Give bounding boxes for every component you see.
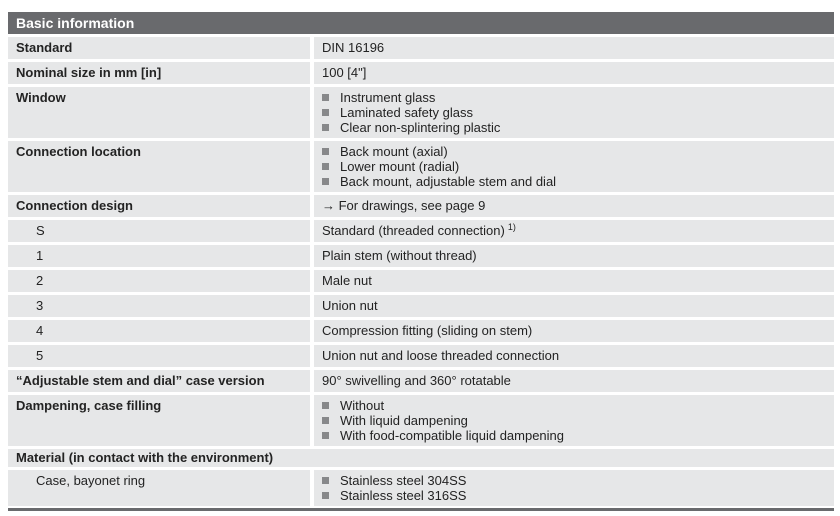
row-value	[314, 320, 834, 342]
row-label: Connection design	[8, 195, 310, 217]
spec-row-connection-location	[8, 141, 834, 192]
bullet-text: Stainless steel 304SS	[340, 473, 467, 488]
row-value	[314, 295, 834, 317]
row-label: Window	[8, 87, 310, 138]
bullet-text: Instrument glass	[340, 90, 436, 105]
bullet-item	[322, 473, 826, 488]
value-text: DIN 16196	[322, 40, 385, 55]
row-value	[314, 345, 834, 367]
row-label: “Adjustable stem and dial” case version	[8, 370, 310, 392]
bullet-square-icon	[322, 148, 329, 155]
row-value	[314, 245, 834, 267]
bullet-square-icon	[322, 432, 329, 439]
bullet-text: Stainless steel 316SS	[340, 488, 467, 503]
row-label: 5	[8, 345, 310, 367]
row-value	[314, 195, 834, 217]
bullet-text: Back mount (axial)	[340, 144, 448, 159]
spec-row-standard	[8, 37, 834, 59]
spec-row-1	[8, 245, 834, 267]
spec-row-2	[8, 270, 834, 292]
bullet-item	[322, 398, 826, 413]
bullet-square-icon	[322, 94, 329, 101]
bullet-item	[322, 428, 826, 443]
spec-row-case-bayonet-ring	[8, 470, 834, 506]
row-label: 2	[8, 270, 310, 292]
table-rows	[8, 37, 834, 506]
row-value	[314, 370, 834, 392]
row-label: Standard	[8, 37, 310, 59]
value-text: Union nut	[322, 298, 378, 313]
row-label: Material (in contact with the environment)	[8, 449, 834, 467]
value-text: → For drawings, see page 9	[322, 198, 486, 213]
bullet-square-icon	[322, 402, 329, 409]
bullet-text: With food-compatible liquid dampening	[340, 428, 565, 443]
spec-row-nominal-size-in-mm-in	[8, 62, 834, 84]
spec-row-dampening-case-filling	[8, 395, 834, 446]
spec-row-3	[8, 295, 834, 317]
bullet-square-icon	[322, 492, 329, 499]
bullet-square-icon	[322, 417, 329, 424]
bullet-item	[322, 120, 826, 135]
bullet-text: Without	[340, 398, 385, 413]
spec-row-connection-design	[8, 195, 834, 217]
bullet-item	[322, 159, 826, 174]
spec-row-5	[8, 345, 834, 367]
row-label: 3	[8, 295, 310, 317]
spec-row-window	[8, 87, 834, 138]
spec-row-s	[8, 220, 834, 242]
row-value	[314, 220, 834, 242]
row-label: 1	[8, 245, 310, 267]
basic-information-table	[8, 12, 834, 511]
value-text: Compression fitting (sliding on stem)	[322, 323, 533, 338]
row-value	[314, 470, 834, 506]
row-label: S	[8, 220, 310, 242]
row-value	[314, 270, 834, 292]
value-text: Plain stem (without thread)	[322, 248, 477, 263]
value-text: 100 [4"]	[322, 65, 367, 80]
table-title: Basic information	[16, 15, 135, 31]
value-text: Union nut and loose threaded connection	[322, 348, 560, 363]
bullet-text: Laminated safety glass	[340, 105, 473, 120]
bullet-text: Back mount, adjustable stem and dial	[340, 174, 557, 189]
row-label: 4	[8, 320, 310, 342]
row-value	[314, 62, 834, 84]
bullet-text: Lower mount (radial)	[340, 159, 460, 174]
bullet-item	[322, 105, 826, 120]
row-value	[314, 141, 834, 192]
row-value	[314, 395, 834, 446]
bullet-item	[322, 144, 826, 159]
spec-row-4	[8, 320, 834, 342]
row-label: Case, bayonet ring	[8, 470, 310, 506]
bullet-item	[322, 488, 826, 503]
bullet-item	[322, 90, 826, 105]
value-text: Standard (threaded connection)	[322, 223, 505, 238]
section-row-material-in-contact-with-the-environment	[8, 449, 834, 467]
row-label: Nominal size in mm [in]	[8, 62, 310, 84]
bullet-text: Clear non-splintering plastic	[340, 120, 501, 135]
bullet-square-icon	[322, 124, 329, 131]
footnote-marker: 1)	[507, 221, 516, 232]
row-value	[314, 87, 834, 138]
spec-row-adjustable-stem-and-dial-case-version	[8, 370, 834, 392]
value-text: Male nut	[322, 273, 372, 288]
row-value	[314, 37, 834, 59]
bullet-square-icon	[322, 477, 329, 484]
bullet-square-icon	[322, 109, 329, 116]
bullet-item	[322, 413, 826, 428]
row-label: Connection location	[8, 141, 310, 192]
row-label: Dampening, case filling	[8, 395, 310, 446]
bullet-item	[322, 174, 826, 189]
table-header	[8, 12, 834, 34]
bullet-square-icon	[322, 163, 329, 170]
table-bottom-border	[8, 508, 834, 511]
bullet-square-icon	[322, 178, 329, 185]
value-text: 90° swivelling and 360° rotatable	[322, 373, 511, 388]
bullet-text: With liquid dampening	[340, 413, 468, 428]
